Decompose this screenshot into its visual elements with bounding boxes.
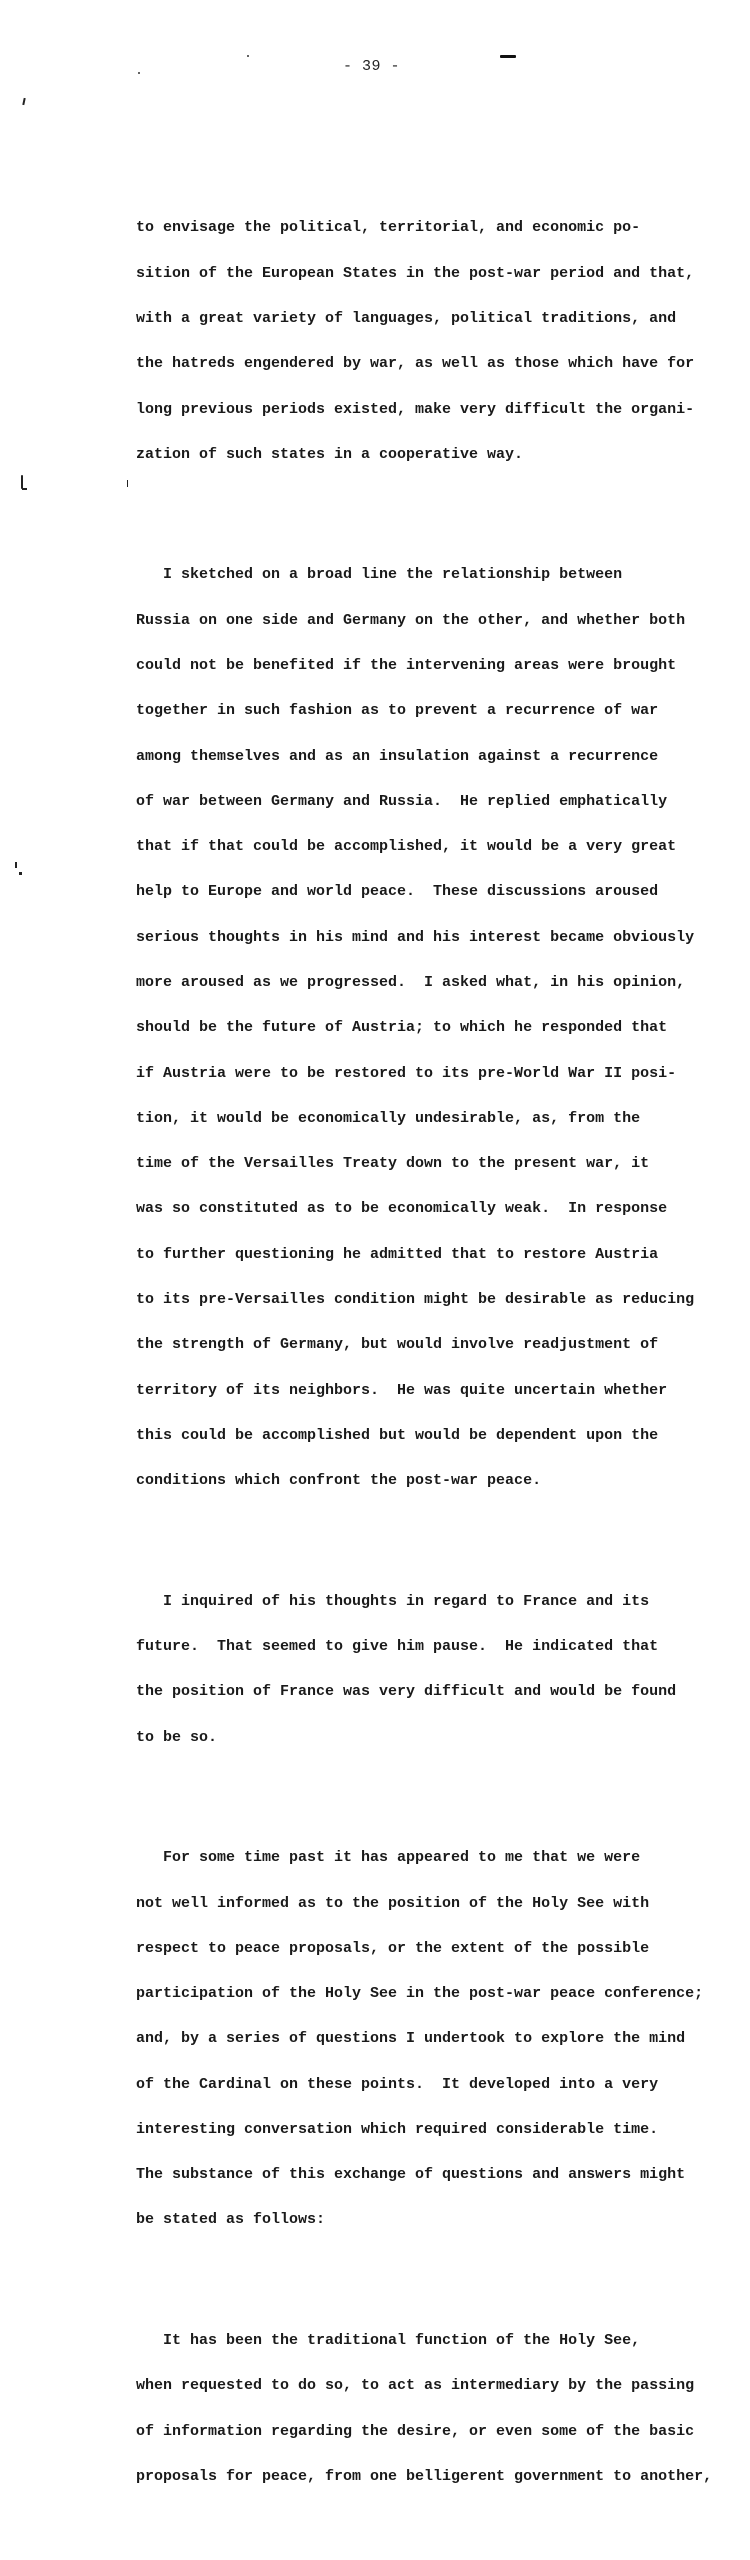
text-line: the position of France was very difficult and would be found bbox=[136, 1683, 677, 1701]
margin-mark bbox=[15, 862, 17, 868]
body-text bbox=[136, 160, 736, 2559]
text-line: I inquired of his thoughts in regard to France and its bbox=[136, 1592, 650, 1610]
text-line: For some time past it has appeared to me that we were bbox=[136, 1849, 641, 1867]
text-line: It has been the traditional function of the Holy See, bbox=[136, 2332, 641, 2350]
text-line: should be the future of Austria; to which he responded that bbox=[136, 1019, 668, 1037]
text-line: The substance of this exchange of questions and answers might bbox=[136, 2166, 686, 2184]
text-line: was so constituted as to be economically weak. In response bbox=[136, 1200, 668, 1218]
text-line: to its pre-Versailles condition might be desirable as reducing bbox=[136, 1290, 695, 1308]
text-line: with a great variety of languages, political traditions, and bbox=[136, 309, 677, 327]
paragraph-3 bbox=[136, 1564, 736, 1775]
text-line: of the Cardinal on these points. It developed into a very bbox=[136, 2075, 659, 2093]
text-line: conditions which confront the post-war peace. bbox=[136, 1472, 542, 1490]
speck bbox=[247, 55, 249, 57]
text-line: when requested to do so, to act as intermediary by the passing bbox=[136, 2377, 695, 2395]
text-line: proposals for peace, from one belligerent government to another, bbox=[136, 2467, 713, 2485]
speck bbox=[138, 72, 140, 74]
margin-mark bbox=[22, 488, 27, 490]
text-line: that if that could be accomplished, it would be a very great bbox=[136, 838, 677, 856]
text-line: interesting conversation which required considerable time. bbox=[136, 2120, 659, 2138]
text-line: the strength of Germany, but would involve readjustment of bbox=[136, 1336, 659, 1354]
text-line: more aroused as we progressed. I asked what, in his opinion, bbox=[136, 973, 686, 991]
page-number: - 39 - bbox=[343, 58, 401, 75]
stray-mark bbox=[500, 55, 516, 58]
text-line: together in such fashion as to prevent a recurrence of war bbox=[136, 702, 659, 720]
text-line: of war between Germany and Russia. He replied emphatically bbox=[136, 792, 668, 810]
text-line: if Austria were to be restored to its pre-World War II posi- bbox=[136, 1064, 677, 1082]
text-line: time of the Versailles Treaty down to the present war, it bbox=[136, 1155, 650, 1173]
text-line: this could be accomplished but would be dependent upon the bbox=[136, 1426, 659, 1444]
text-line: long previous periods existed, make very difficult the organi- bbox=[136, 400, 695, 418]
text-line: to envisage the political, territorial, and economic po- bbox=[136, 219, 641, 237]
text-line: zation of such states in a cooperative way. bbox=[136, 445, 524, 463]
margin-mark bbox=[21, 475, 23, 489]
text-line: to be so. bbox=[136, 1728, 218, 1746]
text-line: respect to peace proposals, or the extent of the possible bbox=[136, 1939, 650, 1957]
margin-mark bbox=[127, 480, 128, 487]
margin-mark bbox=[22, 98, 25, 105]
text-line: could not be benefited if the intervening areas were brought bbox=[136, 657, 677, 674]
text-line: tion, it would be economically undesirable, as, from the bbox=[136, 1109, 641, 1127]
text-line: territory of its neighbors. He was quite uncertain whether bbox=[136, 1381, 668, 1399]
text-line: among themselves and as an insulation against a recurrence bbox=[136, 747, 659, 765]
text-line: of information regarding the desire, or even some of the basic bbox=[136, 2422, 695, 2440]
paragraph-5 bbox=[136, 2303, 736, 2514]
text-line: participation of the Holy See in the post-war peace conference; bbox=[136, 1985, 704, 2003]
text-line: I sketched on a broad line the relationship between bbox=[136, 566, 623, 584]
text-line: be stated as follows: bbox=[136, 2211, 326, 2229]
paragraph-2 bbox=[136, 537, 736, 1518]
text-line: serious thoughts in his mind and his interest became obviously bbox=[136, 928, 695, 946]
text-line: to further questioning he admitted that to restore Austria bbox=[136, 1245, 659, 1263]
margin-mark bbox=[19, 872, 22, 875]
text-line: the hatreds engendered by war, as well as those which have for bbox=[136, 355, 695, 373]
text-line: and, by a series of questions I undertook to explore the mind bbox=[136, 2030, 686, 2048]
text-line: Russia on one side and Germany on the other, and whether both bbox=[136, 611, 686, 629]
text-line: future. That seemed to give him pause. He indicated that bbox=[136, 1638, 659, 1655]
paragraph-4 bbox=[136, 1820, 736, 2258]
text-line: help to Europe and world peace. These discussions aroused bbox=[136, 883, 659, 901]
paragraph-1 bbox=[136, 190, 736, 492]
text-line: sition of the European States in the post-war period and that, bbox=[136, 264, 695, 282]
text-line: not well informed as to the position of the Holy See with bbox=[136, 1894, 650, 1912]
